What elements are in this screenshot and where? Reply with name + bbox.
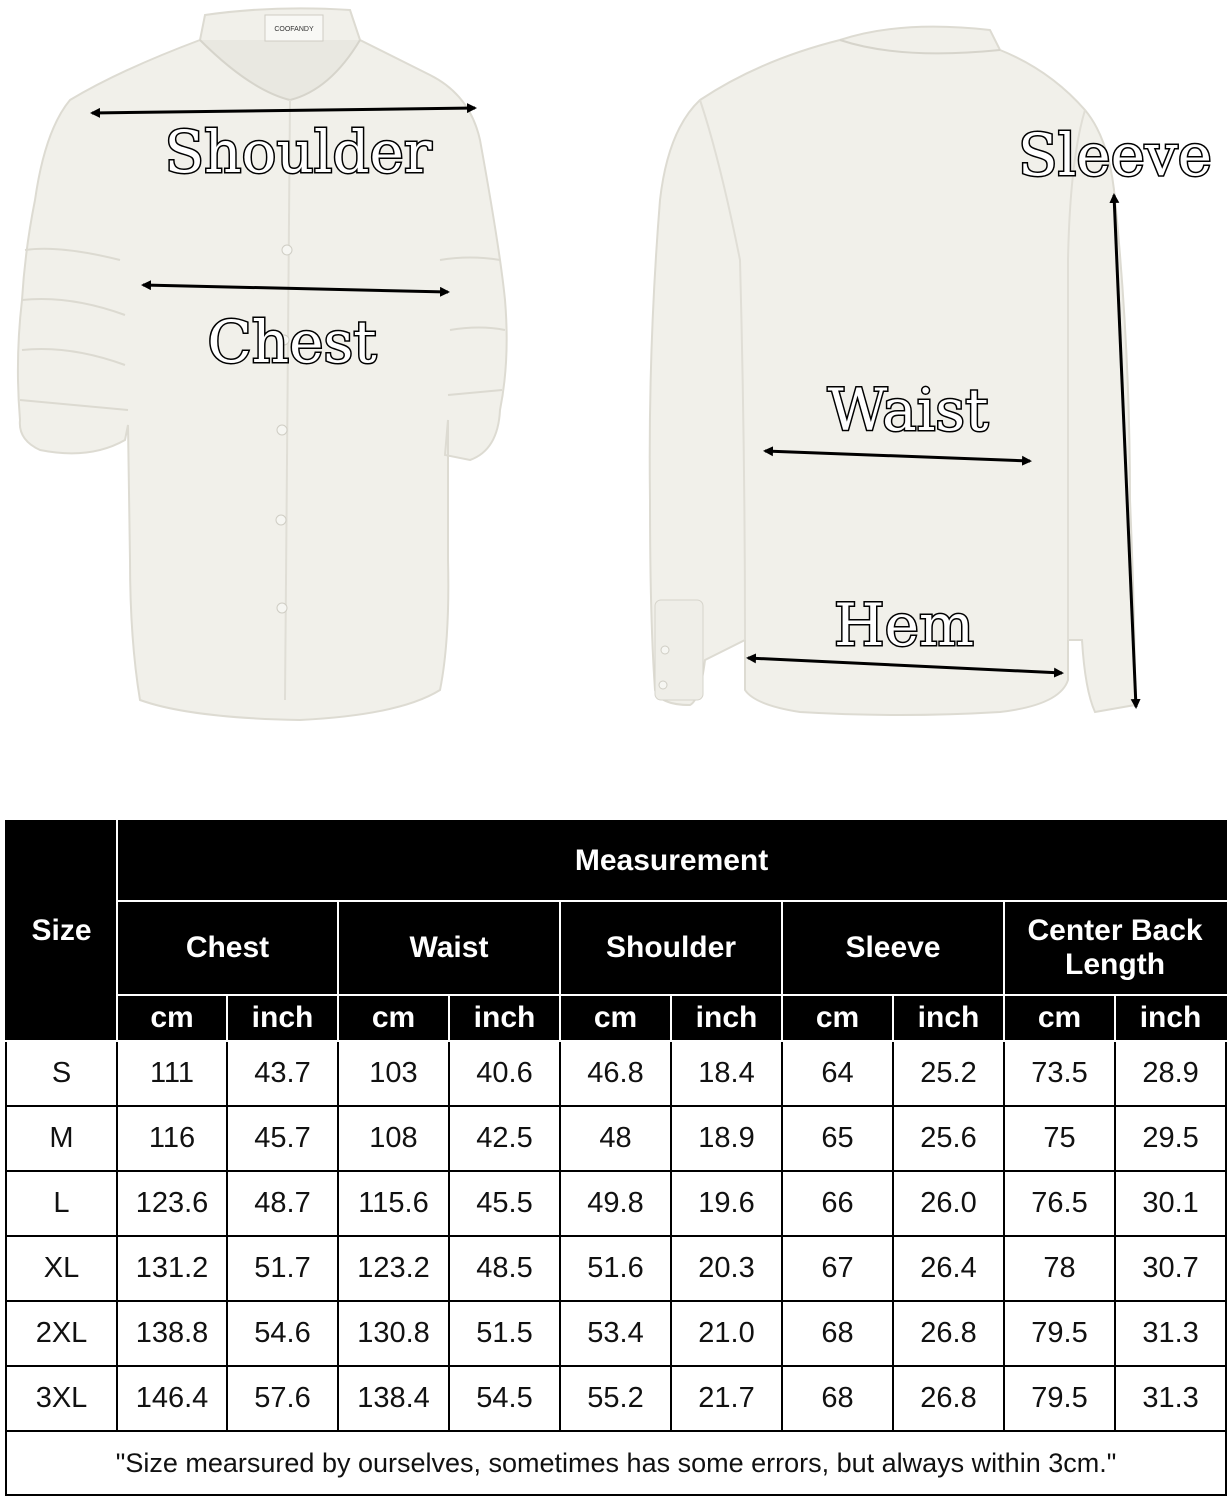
value-cell: 21.0 xyxy=(671,1301,782,1366)
value-cell: 79.5 xyxy=(1004,1301,1115,1366)
value-cell: 26.0 xyxy=(893,1171,1004,1236)
value-cell: 30.7 xyxy=(1115,1236,1226,1301)
value-cell: 31.3 xyxy=(1115,1366,1226,1431)
measurement-header: Measurement xyxy=(117,821,1226,901)
value-cell: 146.4 xyxy=(117,1366,227,1431)
value-cell: 67 xyxy=(782,1236,893,1301)
value-cell: 26.8 xyxy=(893,1366,1004,1431)
value-cell: 51.5 xyxy=(449,1301,560,1366)
value-cell: 31.3 xyxy=(1115,1301,1226,1366)
value-cell: 20.3 xyxy=(671,1236,782,1301)
value-cell: 29.5 xyxy=(1115,1106,1226,1171)
value-cell: 115.6 xyxy=(338,1171,449,1236)
cuff-button-1 xyxy=(661,646,669,654)
value-cell: 51.7 xyxy=(227,1236,338,1301)
value-cell: 130.8 xyxy=(338,1301,449,1366)
value-cell: 45.7 xyxy=(227,1106,338,1171)
button-1 xyxy=(282,245,292,255)
value-cell: 51.6 xyxy=(560,1236,671,1301)
value-cell: 79.5 xyxy=(1004,1366,1115,1431)
value-cell: 25.6 xyxy=(893,1106,1004,1171)
value-cell: 103 xyxy=(338,1041,449,1106)
shoulder-label: Shoulder xyxy=(164,118,432,186)
chest-label: Chest xyxy=(207,308,377,376)
size-cell: M xyxy=(6,1106,117,1171)
value-cell: 64 xyxy=(782,1041,893,1106)
button-5 xyxy=(277,603,287,613)
unit-header: cm xyxy=(1004,995,1115,1041)
column-group-header: Center Back Length xyxy=(1004,901,1226,995)
sleeve-label: Sleeve xyxy=(1017,121,1213,189)
button-3 xyxy=(277,425,287,435)
unit-header: inch xyxy=(671,995,782,1041)
unit-header: inch xyxy=(227,995,338,1041)
column-group-header: Waist xyxy=(338,901,560,995)
value-cell: 57.6 xyxy=(227,1366,338,1431)
value-cell: 26.4 xyxy=(893,1236,1004,1301)
unit-header: inch xyxy=(449,995,560,1041)
value-cell: 68 xyxy=(782,1366,893,1431)
value-cell: 55.2 xyxy=(560,1366,671,1431)
value-cell: 138.8 xyxy=(117,1301,227,1366)
size-cell: 2XL xyxy=(6,1301,117,1366)
size-cell: 3XL xyxy=(6,1366,117,1431)
hem-label: Hem xyxy=(834,591,974,659)
unit-header: cm xyxy=(338,995,449,1041)
value-cell: 54.6 xyxy=(227,1301,338,1366)
size-header: Size xyxy=(6,821,117,1041)
unit-header: cm xyxy=(117,995,227,1041)
value-cell: 76.5 xyxy=(1004,1171,1115,1236)
value-cell: 18.9 xyxy=(671,1106,782,1171)
value-cell: 49.8 xyxy=(560,1171,671,1236)
value-cell: 108 xyxy=(338,1106,449,1171)
brand-tag: COOFANDY xyxy=(274,26,314,33)
cuff-button-2 xyxy=(659,681,667,689)
value-cell: 28.9 xyxy=(1115,1041,1226,1106)
value-cell: 48.7 xyxy=(227,1171,338,1236)
unit-header: inch xyxy=(893,995,1004,1041)
value-cell: 21.7 xyxy=(671,1366,782,1431)
value-cell: 25.2 xyxy=(893,1041,1004,1106)
value-cell: 111 xyxy=(117,1041,227,1106)
waist-label: Waist xyxy=(827,376,989,444)
table-row xyxy=(6,1171,1226,1236)
value-cell: 123.2 xyxy=(338,1236,449,1301)
value-cell: 73.5 xyxy=(1004,1041,1115,1106)
value-cell: 54.5 xyxy=(449,1366,560,1431)
table-row xyxy=(6,1301,1226,1366)
value-cell: 48 xyxy=(560,1106,671,1171)
value-cell: 116 xyxy=(117,1106,227,1171)
unit-header: cm xyxy=(560,995,671,1041)
column-group-header: Chest xyxy=(117,901,338,995)
size-cell: S xyxy=(6,1041,117,1106)
unit-header: cm xyxy=(782,995,893,1041)
value-cell: 42.5 xyxy=(449,1106,560,1171)
note-row xyxy=(6,1431,1226,1495)
value-cell: 66 xyxy=(782,1171,893,1236)
column-group-header: Sleeve xyxy=(782,901,1004,995)
value-cell: 18.4 xyxy=(671,1041,782,1106)
value-cell: 46.8 xyxy=(560,1041,671,1106)
value-cell: 138.4 xyxy=(338,1366,449,1431)
value-cell: 30.1 xyxy=(1115,1171,1226,1236)
value-cell: 75 xyxy=(1004,1106,1115,1171)
button-4 xyxy=(276,515,286,525)
table-row xyxy=(6,1366,1226,1431)
value-cell: 53.4 xyxy=(560,1301,671,1366)
value-cell: 65 xyxy=(782,1106,893,1171)
unit-header: inch xyxy=(1115,995,1226,1041)
table-row xyxy=(6,1236,1226,1301)
value-cell: 26.8 xyxy=(893,1301,1004,1366)
measurement-note: "Size mearsured by ourselves, sometimes has some errors, but always within 3cm." xyxy=(6,1431,1226,1495)
value-cell: 123.6 xyxy=(117,1171,227,1236)
value-cell: 78 xyxy=(1004,1236,1115,1301)
size-cell: XL xyxy=(6,1236,117,1301)
value-cell: 43.7 xyxy=(227,1041,338,1106)
value-cell: 68 xyxy=(782,1301,893,1366)
size-chart-table xyxy=(5,820,1227,1496)
table-row xyxy=(6,1041,1226,1106)
value-cell: 131.2 xyxy=(117,1236,227,1301)
value-cell: 19.6 xyxy=(671,1171,782,1236)
value-cell: 45.5 xyxy=(449,1171,560,1236)
value-cell: 40.6 xyxy=(449,1041,560,1106)
table-row xyxy=(6,1106,1226,1171)
column-group-header: Shoulder xyxy=(560,901,782,995)
value-cell: 48.5 xyxy=(449,1236,560,1301)
size-cell: L xyxy=(6,1171,117,1236)
